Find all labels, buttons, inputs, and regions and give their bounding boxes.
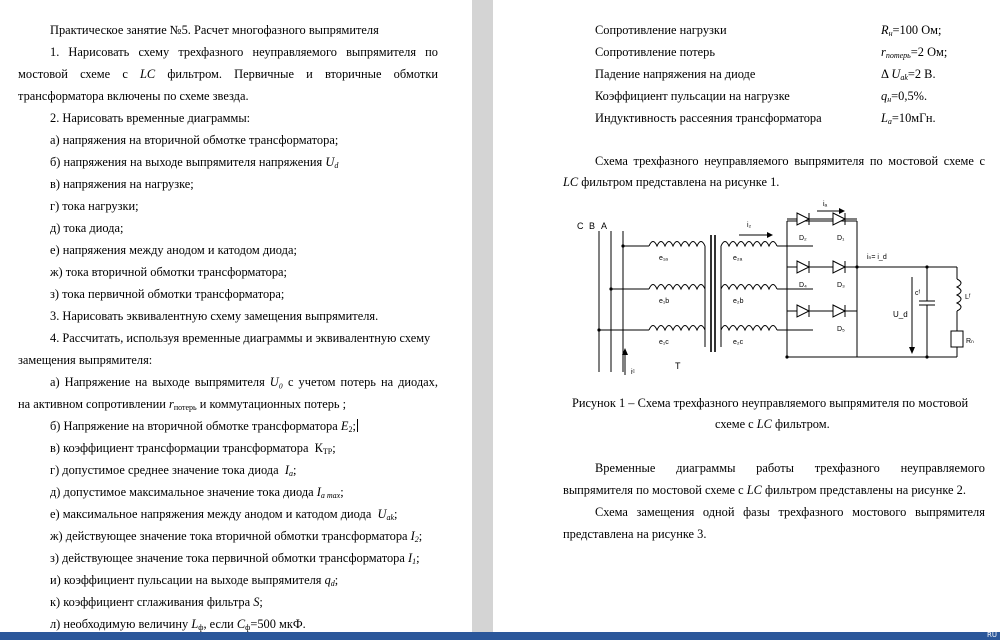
paragraph-6-line-2: представлена на рисунке 3. xyxy=(563,527,707,541)
paragraph-1-line-2: мостовой схеме с LC фильтром. Первичные и вторичные обмотки xyxy=(18,67,438,81)
primary-winding-c xyxy=(649,326,705,331)
figure-intro-line-2: LC фильтром представлена на рисунке 1. xyxy=(563,175,780,189)
label-e2c: e₂c xyxy=(733,339,744,346)
paragraph-6-line-1: Схема замещения одной фазы трехфазного мостового выпрямителя xyxy=(595,505,985,519)
param-value: $L_a=10мГн$. xyxy=(881,111,936,126)
label-d4: D₄ xyxy=(799,282,807,289)
paragraph-2: 2. Нарисовать временные диаграммы: xyxy=(50,111,251,125)
task-a-line-1: а) Напряжение на выходе выпрямителя U₀ с учетом потерь на диодах, xyxy=(50,375,438,389)
diode-d5 xyxy=(833,305,845,317)
task-b: б) Напряжение на вторичной обмотке трансформатора $E_2$; xyxy=(50,419,356,434)
param-value: $r_{потерь}=2$ Ом; xyxy=(881,45,948,60)
param-value: Δ $U_{ak}=2$ В. xyxy=(881,67,936,82)
label-e2b: e₂b xyxy=(733,298,744,305)
list-item: в) напряжения на нагрузке; xyxy=(50,177,194,191)
label-d2: D₂ xyxy=(799,235,807,242)
filter-inductor xyxy=(957,279,961,311)
diode-d4b xyxy=(797,305,809,317)
label-ic: iᶜ xyxy=(631,369,636,376)
list-item: г) тока нагрузки; xyxy=(50,199,139,213)
label-e1a: e₁ₐ xyxy=(659,255,668,262)
document-page-left xyxy=(0,0,472,632)
secondary-winding-c xyxy=(721,326,777,331)
page-title: Практическое занятие №5. Расчет многофазного выпрямителя xyxy=(50,23,379,37)
primary-winding-b xyxy=(649,285,705,290)
label-i2: i₂ xyxy=(747,222,752,229)
label-d1: D₁ xyxy=(837,235,845,242)
param-name: Индуктивность рассеяния трансформатора xyxy=(595,111,822,125)
secondary-winding-b xyxy=(721,285,777,290)
task-d: д) допустимое максимальное значение тока диода $I_{a max}$; xyxy=(50,485,344,500)
label-b: B xyxy=(589,221,596,231)
list-item: ж) тока вторичной обмотки трансформатора; xyxy=(50,265,287,279)
label-d5: D₅ xyxy=(837,326,845,333)
label-ia: iₐ xyxy=(823,201,828,208)
paragraph-1-line-3: трансформатора включены по схеме звезда. xyxy=(18,89,249,103)
label-e1c: e₁c xyxy=(659,339,669,346)
param-name: Падение напряжения на диоде xyxy=(595,67,756,81)
task-z: з) действующее значение тока первичной обмотки трансформатора $I_1$; xyxy=(50,551,420,566)
list-item: д) тока диода; xyxy=(50,221,124,235)
param-value: $q_н=0,5\%$. xyxy=(881,89,928,104)
figure-intro-line-1: Схема трехфазного неуправляемого выпрямителя по мостовой схеме с xyxy=(595,154,985,168)
label-ud: U_d xyxy=(893,310,908,319)
label-cf: cᶠ xyxy=(915,290,921,297)
param-name: Сопротивление потерь xyxy=(595,45,716,59)
text-cursor xyxy=(357,419,358,432)
task-v: в) коэффициент трансформации трансформатора $К_{ТР}$; xyxy=(50,441,336,456)
label-rn: Rₙ xyxy=(966,338,974,345)
diode-d1 xyxy=(833,213,845,225)
figure-caption-line-2: схеме с LC фильтром. xyxy=(715,417,830,431)
label-lf: Lᶠ xyxy=(965,294,971,301)
rectifier-circuit-diagram xyxy=(567,197,987,382)
status-glyph: RU xyxy=(987,631,997,639)
paragraph-5-line-1: Временные диаграммы работы трехфазного неуправляемого xyxy=(595,461,985,475)
status-bar xyxy=(0,632,1000,640)
paragraph-3: 3. Нарисовать эквивалентную схему замещения выпрямителя. xyxy=(50,309,379,323)
task-g: г) допустимое среднее значение тока диода $I_a$; xyxy=(50,463,297,478)
document-page-right xyxy=(493,0,1000,632)
list-item: а) напряжения на вторичной обмотке трансформатора; xyxy=(50,133,339,147)
figure-caption-line-1: Рисунок 1 – Схема трехфазного неуправляемого выпрямителя по мостовой xyxy=(572,396,969,410)
ud-arrow-head xyxy=(909,347,915,354)
diode-d3 xyxy=(833,261,845,273)
param-name: Сопротивление нагрузки xyxy=(595,23,727,37)
diode-d2 xyxy=(797,213,809,225)
paragraph-4-line-2: замещения выпрямителя: xyxy=(18,353,153,367)
i2-arrow-head xyxy=(767,232,773,238)
paragraph-4-line-1: 4. Рассчитать, используя временные диаграммы и эквивалентную схему xyxy=(50,331,431,345)
label-d3: D₃ xyxy=(837,282,845,289)
secondary-winding-a xyxy=(721,242,777,247)
label-t: T xyxy=(675,361,681,371)
load-resistor xyxy=(951,331,963,347)
list-item: б) напряжения на выходе выпрямителя напряжения $U_d$ xyxy=(50,155,339,170)
task-l: л) необходимую величину $L_ф$, если $C_ф=500$ мкФ. xyxy=(50,617,306,632)
task-i: и) коэффициент пульсации на выходе выпрямителя $q_d$; xyxy=(50,573,339,588)
task-zh: ж) действующее значение тока вторичной обмотки трансформатора $I_2$; xyxy=(50,529,423,544)
list-item: з) тока первичной обмотки трансформатора; xyxy=(50,287,285,301)
task-e: е) максимальное напряжения между анодом и катодом диода $U_{ak}$; xyxy=(50,507,398,522)
task-k: к) коэффициент сглаживания фильтра S; xyxy=(50,595,263,609)
label-a: A xyxy=(601,221,608,231)
label-e2a: e₂ₐ xyxy=(733,255,743,262)
param-name: Коэффициент пульсации на нагрузке xyxy=(595,89,790,103)
list-item: е) напряжения между анодом и катодом диода; xyxy=(50,243,297,257)
paragraph-5-line-2: выпрямителя по мостовой схеме с LC фильтром представлены на рисунке 2. xyxy=(563,483,966,497)
label-c: C xyxy=(577,221,584,231)
primary-winding-a xyxy=(649,242,705,247)
param-value: $R_н=100$ Ом; xyxy=(881,23,942,38)
label-e1b: e₁b xyxy=(659,298,670,305)
diode-d4 xyxy=(797,261,809,273)
paragraph-1-line-1: 1. Нарисовать схему трехфазного неуправляемого выпрямителя по xyxy=(50,45,438,59)
label-in-id: iₙ= i_d xyxy=(867,254,887,261)
ia-arrow-head xyxy=(839,208,845,214)
task-a-line-2: на активном сопротивлении $r_{потерь}$ и коммутационных потерь ; xyxy=(18,397,347,412)
